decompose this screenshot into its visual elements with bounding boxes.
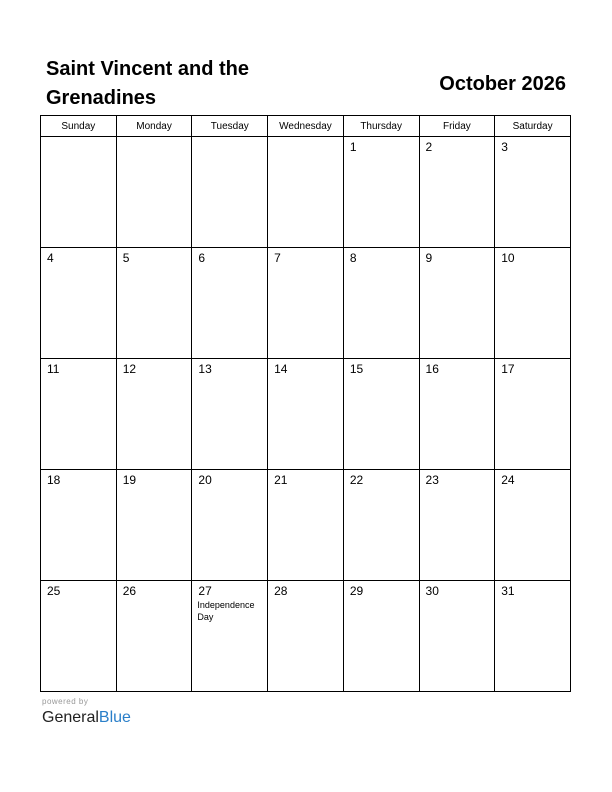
day-number: 14 (274, 362, 288, 376)
brand-blue: Blue (98, 709, 131, 726)
day-cell (343, 581, 419, 692)
day-number: 22 (349, 473, 364, 487)
day-number: 28 (274, 584, 288, 598)
day-cell (41, 470, 117, 581)
weekday-header: Saturday (495, 116, 571, 137)
holiday-label: Independence Day (197, 600, 255, 622)
weekday-header: Friday (419, 116, 495, 137)
day-number: 18 (47, 473, 61, 487)
day-number: 7 (274, 251, 281, 265)
day-cell (116, 137, 192, 248)
day-cell (419, 137, 495, 248)
day-number: 5 (122, 251, 130, 265)
day-number: 21 (274, 473, 288, 487)
day-number: 23 (425, 473, 439, 487)
day-cell (419, 248, 495, 359)
day-number (268, 137, 343, 140)
day-number: 16 (425, 362, 439, 376)
day-number: 29 (349, 584, 364, 598)
weekday-header: Sunday (41, 116, 117, 137)
weekday-header: Monday (116, 116, 192, 137)
day-number (41, 137, 116, 140)
week-row (41, 137, 571, 248)
powered-by-label: powered by (42, 697, 89, 706)
day-number: 24 (501, 473, 515, 487)
country-title-line1: Saint Vincent and the (46, 58, 249, 80)
day-cell (41, 359, 117, 470)
calendar-grid (40, 115, 571, 692)
day-number: 1 (349, 140, 357, 154)
day-cell (192, 470, 268, 581)
day-number: 13 (198, 362, 212, 376)
day-number: 8 (349, 251, 357, 265)
day-cell (343, 470, 419, 581)
day-number (117, 137, 192, 140)
day-number: 12 (122, 362, 137, 376)
day-number: 15 (349, 362, 364, 376)
day-cell (495, 470, 571, 581)
week-row (41, 581, 571, 692)
week-row (41, 470, 571, 581)
week-row (41, 359, 571, 470)
day-cell (116, 470, 192, 581)
day-number: 17 (501, 362, 515, 376)
day-number (192, 137, 267, 140)
day-cell (192, 581, 268, 692)
day-cell (116, 359, 192, 470)
day-cell (192, 359, 268, 470)
day-cell (116, 581, 192, 692)
day-cell (268, 248, 344, 359)
day-cell (116, 248, 192, 359)
day-cell (419, 470, 495, 581)
day-cell (41, 581, 117, 692)
day-number: 9 (425, 251, 433, 265)
day-number: 20 (198, 473, 212, 487)
day-cell (495, 137, 571, 248)
country-title (46, 55, 346, 113)
month-year-title: October 2026 (439, 73, 566, 95)
weekday-header: Tuesday (192, 116, 268, 137)
day-number: 27 (198, 584, 212, 598)
weekday-header: Wednesday (268, 116, 344, 137)
day-number: 10 (501, 251, 515, 265)
day-cell (268, 470, 344, 581)
day-cell (192, 248, 268, 359)
country-title-line2: Grenadines (46, 87, 157, 109)
day-cell (41, 248, 117, 359)
day-number: 25 (47, 584, 61, 598)
day-number: 30 (425, 584, 439, 598)
day-cell (192, 137, 268, 248)
day-cell (343, 137, 419, 248)
day-number: 2 (425, 140, 433, 154)
day-cell (495, 359, 571, 470)
weekday-header-row (41, 116, 571, 137)
day-cell (41, 137, 117, 248)
brand-general: General (42, 709, 99, 726)
day-cell (268, 581, 344, 692)
day-number: 19 (122, 473, 137, 487)
footer-branding (42, 697, 131, 728)
day-cell (495, 248, 571, 359)
day-number: 11 (47, 362, 60, 376)
day-number: 3 (501, 140, 508, 154)
week-row (41, 248, 571, 359)
day-number: 26 (122, 584, 137, 598)
day-cell (343, 248, 419, 359)
day-cell (268, 359, 344, 470)
day-number: 6 (198, 251, 206, 265)
day-cell (268, 137, 344, 248)
day-cell (495, 581, 571, 692)
weekday-header: Thursday (343, 116, 419, 137)
day-number: 4 (47, 251, 54, 265)
day-cell (343, 359, 419, 470)
day-cell (419, 581, 495, 692)
day-number: 31 (501, 584, 515, 598)
generalblue-logo (42, 708, 131, 728)
day-cell (419, 359, 495, 470)
calendar-body (41, 137, 571, 692)
